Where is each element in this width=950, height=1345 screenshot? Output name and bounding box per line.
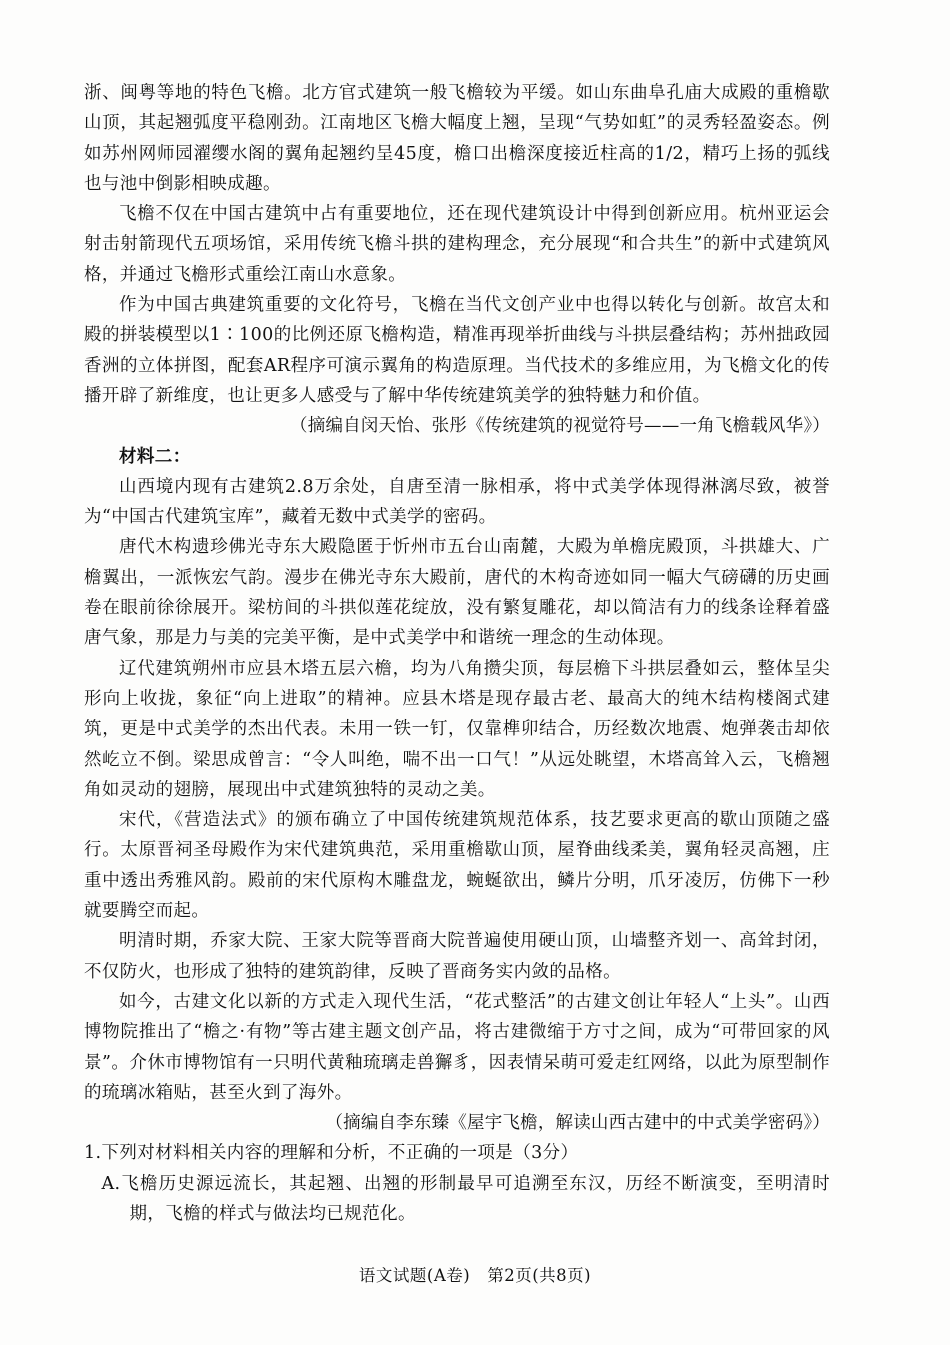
paragraph-song-jinci: 宋代，《营造法式》的颁布确立了中国传统建筑规范体系，技艺要求更高的歇山顶随之盛行。太原晋祠圣母殿作为宋代建筑典范，采用重檐歇山顶，屋脊曲线柔美，翼角轻灵高翘，庄重中透出秀雅风韵。殿前的宋代原构木雕盘龙，蜿蜒欲出，鳞片分明，爪牙凌厉，仿佛下一秒就要腾空而起。 — [84, 810, 830, 922]
citation-material-one: （摘编自闵天怡、张彤《传统建筑的视觉符号——一角飞檐载风华》） — [290, 416, 830, 437]
exam-text-body — [84, 78, 830, 1229]
material-two-heading: 材料二： — [119, 446, 191, 467]
page-footer: 语文试题(A卷) 第2页(共8页) — [358, 1266, 592, 1285]
paragraph-cultural-creative: 作为中国古典建筑重要的文化符号，飞檐在当代文创产业中也得以转化与创新。故宫太和殿的拼装模型以1∶100的比例还原飞檐构造，精准再现举折曲线与斗拱层叠结构；苏州拙政园香洲的立体拼图，配套AR程序可演示翼角的构造原理。当代技术的多维应用，为飞檐文化的传播开辟了新维度，也让更多人感受与了解中华传统建筑美学的独特魅力和价值。 — [84, 295, 830, 406]
paragraph-continued: 浙、闽粤等地的特色飞檐。北方官式建筑一般飞檐较为平缓。如山东曲阜孔庙大成殿的重檐歇山顶，其起翘弧度平稳刚劲。江南地区飞檐大幅度上翘，呈现“气势如虹”的灵秀轻盈姿态。例如苏州网师园濯缨水阁的翼角起翘约呈45度，檐口出檐深度接近柱高的1/2，精巧上扬的弧线也与池中倒影相映成趣。 — [84, 83, 830, 194]
paragraph-liao-yingxian-pagoda: 辽代建筑朔州市应县木塔五层六檐，均为八角攒尖顶，每层檐下斗拱层叠如云，整体呈尖形向上收拢，象征“向上进取”的精神。应县木塔是现存最古老、最高大的纯木结构楼阁式建筑，更是中式美学的杰出代表。未用一铁一钉，仅靠榫卯结合，历经数次地震、炮弹袭击却依然屹立不倒。梁思成曾言：“令人叫绝，喘不出一口气！”从远处眺望，木塔高耸入云，飞檐翘角如灵动的翅膀，展现出中式建筑独特的灵动之美。 — [84, 658, 830, 800]
option-a-text: A.飞檐历史源远流长，其起翘、出翘的形制最早可追溯至东汉，历经不断演变，至明清时期，飞檐的样式与做法均已规范化。 — [101, 1173, 830, 1224]
paragraph-ming-qing-courtyards: 明清时期，乔家大院、王家大院等晋商大院普遍使用硬山顶，山墙整齐划一、高耸封闭，不仅防火，也形成了独特的建筑韵律，反映了晋商务实内敛的品格。 — [84, 931, 830, 982]
paragraph-tang-foguang-temple: 唐代木构遗珍佛光寺东大殿隐匿于忻州市五台山南麓，大殿为单檐庑殿顶，斗拱雄大、广檐翼出，一派恢宏气韵。漫步在佛光寺东大殿前，唐代的木构奇迹如同一幅大气磅礴的历史画卷在眼前徐徐展开。梁枋间的斗拱似莲花绽放，没有繁复雕花，却以简洁有力的线条诠释着盛唐气象，那是力与美的完美平衡，是中式美学中和谐统一理念的生动体现。 — [84, 537, 830, 649]
question-1-option-a — [84, 1169, 830, 1230]
question-1-stem: 1.下列对材料相关内容的理解和分析，不正确的一项是（3分） — [84, 1143, 579, 1164]
paragraph-modern-creative: 如今，古建文化以新的方式走入现代生活，“花式整活”的古建文创让年轻人“上头”。山西博物院推出了“檐之·有物”等古建主题文创产品，将古建微缩于方寸之间，成为“可带回家的风景”。介休市博物馆有一只明代黄釉琉璃走兽獬豸，因表情呆萌可爱走红网络，以此为原型制作的琉璃冰箱贴，甚至火到了海外。 — [84, 991, 830, 1103]
citation-material-two: （摘编自李东臻《屋宇飞檐，解读山西古建中的中式美学密码》） — [325, 1113, 830, 1134]
paragraph-shanxi-overview: 山西境内现有古建筑2.8万余处，自唐至清一脉相承，将中式美学体现得淋漓尽致，被誉为“中国古代建筑宝库”，藏着无数中式美学的密码。 — [84, 476, 830, 528]
paragraph-modern-application: 飞檐不仅在中国古建筑中占有重要地位，还在现代建筑设计中得到创新应用。杭州亚运会射击射箭现代五项场馆，采用传统飞檐斗拱的建构理念，充分展现“和合共生”的新中式建筑风格，并通过飞檐形式重绘江南山水意象。 — [84, 204, 830, 285]
